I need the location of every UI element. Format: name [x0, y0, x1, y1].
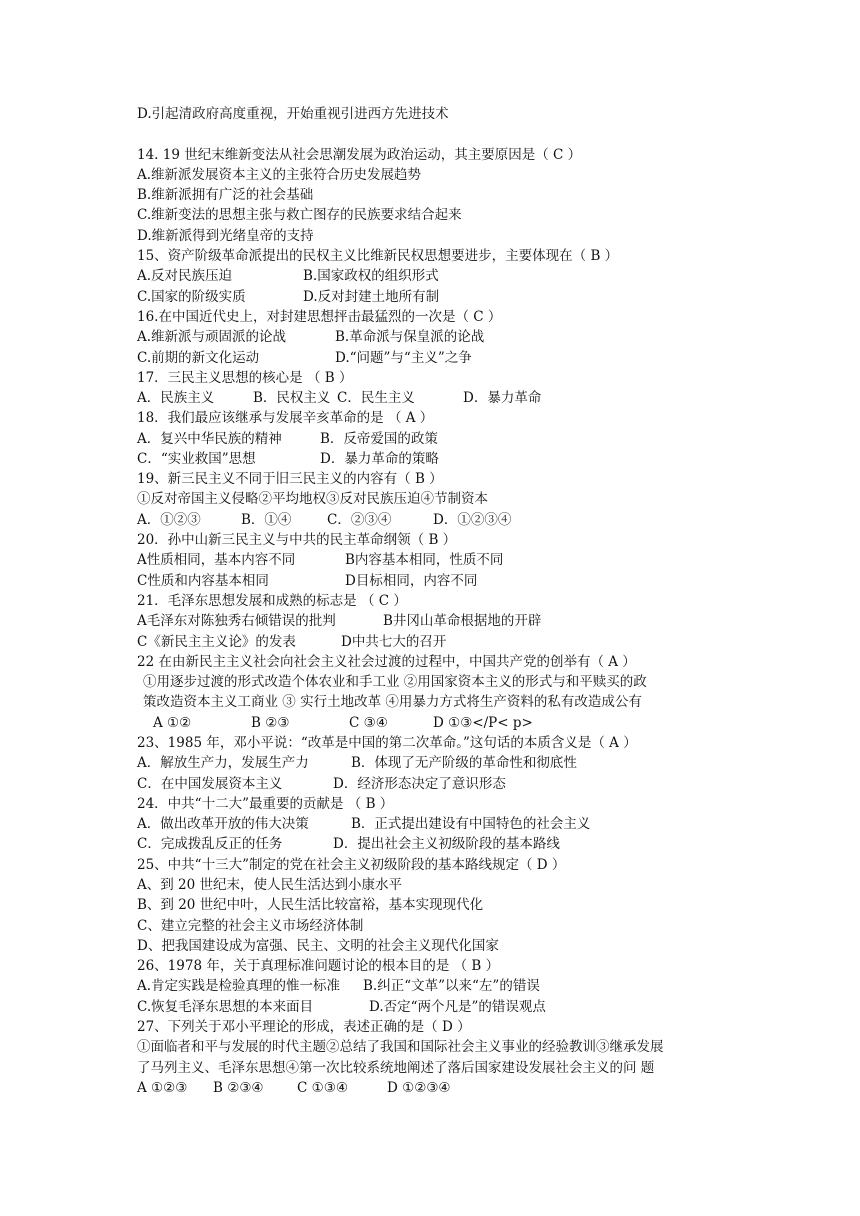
- text-line: 了马列主义、毛泽东思想④第一次比较系统地阐述了落后国家建设发展社会主义的问 题: [137, 1060, 655, 1076]
- option-b: B井冈山革命根据地的开辟: [383, 613, 542, 629]
- option-a: A．复兴中华民族的精神: [137, 431, 282, 447]
- option-c: C ③④: [349, 715, 388, 731]
- option-b: B．民权主义: [253, 390, 331, 406]
- option-a: A毛泽东对陈独秀右倾错误的批判: [137, 613, 336, 629]
- option-a: A.反对民族压迫: [137, 268, 233, 284]
- option-d: D.反对封建土地所有制: [303, 289, 440, 305]
- option-b: B ②③④: [213, 1080, 264, 1096]
- option-a: A.维新派与顽固派的论战: [137, 329, 287, 345]
- option-line: B.维新派拥有广泛的社会基础: [137, 187, 314, 203]
- question-22: 22 在由新民主主义社会向社会主义社会过渡的过程中，中国共产党的创举有（ A ）: [137, 654, 636, 670]
- question-26: 26、1978 年，关于真理标准问题讨论的根本目的是 （ B ）: [137, 958, 500, 974]
- question-18: 18．我们最应该继承与发展辛亥革命的是 （ A ）: [137, 410, 434, 426]
- option-d: D．提出社会主义初级阶段的基本路线: [333, 836, 560, 852]
- question-15: 15、资产阶级革命派提出的民权主义比维新民权思想要进步，主要体现在（ B ）: [137, 248, 619, 264]
- option-line: C、建立完整的社会主义市场经济体制: [137, 918, 364, 934]
- text-line: D.引起清政府高度重视，开始重视引进西方先进技术: [137, 106, 449, 122]
- option-b: B.革命派与保皇派的论战: [335, 329, 485, 345]
- option-c: C．民生主义: [337, 390, 415, 406]
- option-b: B.纠正“文革”以来“左”的错误: [363, 978, 540, 994]
- option-b: B．正式提出建设有中国特色的社会主义: [351, 816, 591, 832]
- option-c: C性质和内容基本相同: [137, 573, 269, 589]
- option-d: D中共七大的召开: [341, 634, 447, 650]
- option-d: D.“问题”与“主义”之争: [335, 350, 472, 366]
- option-a: A．民族主义: [137, 390, 215, 406]
- option-a: A.肯定实践是检验真理的惟一标准: [137, 978, 341, 994]
- text-line: ①用逐步过渡的形式改造个体农业和手工业 ②用国家资本主义的形式与和平赎买的政: [143, 674, 647, 690]
- question-16: 16.在中国近代史上，对封建思想抨击最猛烈的一次是（ C ）: [137, 309, 502, 325]
- option-d: D目标相同，内容不同: [345, 573, 478, 589]
- option-line: B、到 20 世纪中叶，人民生活比较富裕，基本实现现代化: [137, 897, 484, 913]
- option-b: B ②③: [251, 715, 290, 731]
- option-a: A性质相同，基本内容不同: [137, 552, 296, 568]
- option-b: B．反帝爱国的政策: [320, 431, 438, 447]
- option-d: D ①③</P< p>: [433, 715, 533, 731]
- option-c: C.国家的阶级实质: [137, 289, 246, 305]
- option-c: C．在中国发展资本主义: [137, 776, 283, 792]
- option-b: B.国家政权的组织形式: [303, 268, 439, 284]
- option-line: D、把我国建设成为富强、民主、文明的社会主义现代化国家: [137, 938, 499, 954]
- option-a: A．①②③: [137, 512, 201, 528]
- option-c: C．完成拨乱反正的任务: [137, 836, 283, 852]
- option-a: A ①②③: [137, 1080, 188, 1096]
- question-14: 14. 19 世纪末维新变法从社会思潮发展为政治运动，其主要原因是（ C ）: [137, 147, 582, 163]
- question-27: 27、下列关于邓小平理论的形成，表述正确的是（ D ）: [137, 1019, 471, 1035]
- text-line: ①面临者和平与发展的时代主题②总结了我国和国际社会主义事业的经验教训③继承发展: [137, 1039, 664, 1055]
- question-20: 20．孙中山新三民主义与中共的民主革命纲领（ B ）: [137, 532, 457, 548]
- option-line: D.维新派得到光绪皇帝的支持: [137, 228, 314, 244]
- option-a: A．做出改革开放的伟大决策: [137, 816, 309, 832]
- option-c: C.前期的新文化运动: [137, 350, 260, 366]
- option-a: A ①②: [153, 715, 192, 731]
- option-c: C．②③④: [327, 512, 392, 528]
- option-c: C.恢复毛泽东思想的本来面目: [137, 999, 314, 1015]
- question-24: 24．中共“十二大”最重要的贡献是 （ B ）: [137, 796, 394, 812]
- question-21: 21．毛泽东思想发展和成熟的标志是 （ C ）: [137, 593, 407, 609]
- option-line: A.维新派发展资本主义的主张符合历史发展趋势: [137, 167, 422, 183]
- option-c: C．“实业救国”思想: [137, 451, 256, 467]
- option-b: B．体现了无产阶级的革命性和彻底性: [351, 755, 577, 771]
- text-line: 策改造资本主义工商业 ③ 实行土地改革 ④用暴力方式将生产资料的私有改造成公有: [143, 694, 642, 710]
- question-25: 25、中共“十三大”制定的党在社会主义初级阶段的基本路线规定（ D ）: [137, 857, 566, 873]
- option-d: D．经济形态决定了意识形态: [333, 776, 506, 792]
- option-d: D.否定“两个凡是”的错误观点: [369, 999, 546, 1015]
- option-b: B内容基本相同，性质不同: [345, 552, 504, 568]
- option-d: D ①②③④: [387, 1080, 451, 1096]
- option-a: A．解放生产力，发展生产力: [137, 755, 309, 771]
- question-19: 19、新三民主义不同于旧三民主义的内容有（ B ）: [137, 471, 443, 487]
- option-d: D．①②③④: [433, 512, 512, 528]
- option-d: D．暴力革命的策略: [320, 451, 439, 467]
- option-b: B．①④: [241, 512, 292, 528]
- option-d: D．暴力革命: [463, 390, 542, 406]
- option-line: C.维新变法的思想主张与救亡图存的民族要求结合起来: [137, 207, 462, 223]
- option-line: A、到 20 世纪末，使人民生活达到小康水平: [137, 877, 403, 893]
- question-17: 17．三民主义思想的核心是 （ B ）: [137, 370, 353, 386]
- option-c: C《新民主主义论》的发表: [137, 634, 296, 650]
- option-c: C ①③④: [297, 1080, 348, 1096]
- text-line: ①反对帝国主义侵略②平均地权③反对民族压迫④节制资本: [137, 491, 488, 507]
- question-23: 23、1985 年，邓小平说：“改革是中国的第二次革命。”这句话的本质含义是（ A ）: [137, 735, 637, 751]
